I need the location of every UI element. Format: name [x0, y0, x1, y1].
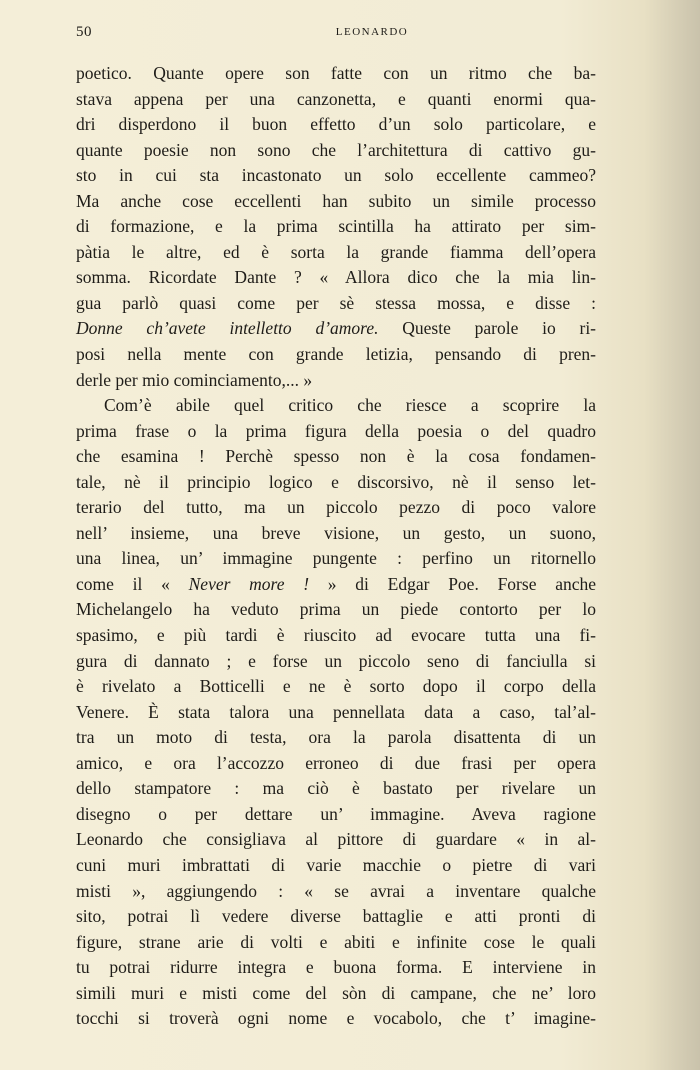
text-line	[76, 342, 596, 368]
text-line	[76, 214, 596, 240]
text-line	[76, 649, 596, 675]
text-run: somma. Ricordate Dante ? « Allora dico che la mia lin-	[76, 267, 596, 288]
text-line	[76, 546, 596, 572]
text-line	[76, 444, 596, 470]
body-text	[76, 61, 596, 1032]
text-line	[76, 316, 596, 342]
text-run: quante poesie non sono che l’architettura di cattivo gu-	[76, 139, 596, 160]
text-line	[76, 138, 596, 164]
text-run: tale, nè il principio logico e discorsivo, nè il senso let-	[76, 471, 596, 492]
text-line	[76, 265, 596, 291]
text-run: posi nella mente con grande letizia, pensando di pren-	[76, 344, 596, 365]
text-run: spasimo, e più tardi è riuscito ad evocare tutta una fi-	[76, 625, 596, 646]
text-line	[76, 853, 596, 879]
italic-text: Never more !	[188, 573, 310, 594]
text-line	[76, 393, 596, 419]
text-line	[76, 112, 596, 138]
text-line	[76, 802, 596, 828]
text-line	[76, 572, 596, 598]
text-line	[76, 495, 596, 521]
text-run: stava appena per una canzonetta, e quanti enormi qua-	[76, 88, 596, 109]
page-number: 50	[76, 24, 92, 40]
text-run: poetico. Quante opere son fatte con un ritmo che ba-	[76, 63, 596, 83]
text-line	[76, 521, 596, 547]
text-line	[76, 981, 596, 1007]
text-run: pàtia le altre, ed è sorta la grande fiamma dell’opera	[76, 241, 596, 262]
text-line	[76, 61, 596, 87]
text-run: tocchi si troverà ogni nome e vocabolo, che t’ imagine-	[76, 1008, 596, 1029]
text-run: tu potrai ridurre integra e buona forma. E interviene in	[76, 957, 596, 978]
text-line	[76, 904, 596, 930]
text-line	[76, 189, 596, 215]
text-run: gua parlò quasi come per sè stessa mossa, e disse :	[76, 292, 596, 313]
text-run: disegno o per dettare un’ immagine. Aveva ragione	[76, 803, 596, 824]
text-run: misti », aggiungendo : « se avrai a inventare qualche	[76, 880, 596, 901]
text-line	[76, 955, 596, 981]
text-line	[76, 368, 596, 394]
text-run: Michelangelo ha veduto prima un piede contorto per lo	[76, 599, 596, 620]
text-line	[76, 419, 596, 445]
text-line	[76, 700, 596, 726]
text-run: una linea, un’ immagine pungente : perfino un ritornello	[76, 548, 596, 569]
text-run: Venere. È stata talora una pennellata data a caso, tal’al-	[76, 701, 596, 722]
text-run: di formazione, e la prima scintilla ha attirato per sim-	[76, 216, 596, 237]
text-run: nell’ insieme, una breve visione, un gesto, un suono,	[76, 522, 596, 543]
text-line	[76, 930, 596, 956]
text-line	[76, 291, 596, 317]
text-line	[76, 240, 596, 266]
text-run: tra un moto di testa, ora la parola disattenta di un	[76, 727, 596, 748]
text-line	[76, 623, 596, 649]
text-run: Com’è abile quel critico che riesce a scoprire la	[104, 395, 596, 416]
text-line	[76, 87, 596, 113]
text-line	[76, 879, 596, 905]
text-run: cuni muri imbrattati di varie macchie o pietre di vari	[76, 854, 596, 875]
text-run: Queste parole io ri-	[378, 318, 597, 339]
text-run: derle per mio cominciamento,... »	[76, 369, 313, 390]
text-run: dello stampatore : ma ciò è bastato per rivelare un	[76, 778, 596, 799]
text-line	[76, 751, 596, 777]
text-line	[76, 674, 596, 700]
text-run: dri disperdono il buon effetto d’un solo particolare, e	[76, 114, 596, 135]
text-line	[76, 1006, 596, 1032]
page-header	[76, 24, 596, 44]
running-head: LEONARDO	[335, 26, 409, 38]
italic-text: Donne ch’avete intelletto d’amore.	[76, 318, 379, 339]
text-run: terario del tutto, ma un piccolo pezzo di poco valore	[76, 497, 596, 518]
text-line	[76, 470, 596, 496]
text-run: è rivelato a Botticelli e ne è sorto dopo il corpo della	[76, 676, 596, 697]
text-run: figure, strane arie di volti e abiti e infinite cose le quali	[76, 931, 596, 952]
text-run: come il «	[76, 573, 189, 594]
text-run: » di Edgar Poe. Forse anche	[309, 573, 597, 594]
text-run: gura di dannato ; e forse un piccolo seno di fanciulla si	[76, 650, 596, 671]
text-run: Ma anche cose eccellenti han subito un simile processo	[76, 190, 596, 211]
text-line	[76, 597, 596, 623]
text-line	[76, 163, 596, 189]
text-run: simili muri e misti come del sòn di campane, che ne’ loro	[76, 982, 596, 1003]
text-run: Leonardo che consigliava al pittore di guardare « in al-	[76, 829, 596, 850]
text-run: prima frase o la prima figura della poesia o del quadro	[76, 420, 596, 441]
text-run: sto in cui sta incastonato un solo eccellente cammeo?	[76, 165, 596, 186]
text-run: che esamina ! Perchè spesso non è la cosa fondamen-	[76, 446, 596, 467]
text-run: amico, e ora l’accozzo erroneo di due frasi per opera	[76, 752, 596, 773]
text-line	[76, 827, 596, 853]
text-line	[76, 725, 596, 751]
text-line	[76, 776, 596, 802]
text-run: sito, potrai lì vedere diverse battaglie e atti pronti di	[76, 906, 596, 927]
